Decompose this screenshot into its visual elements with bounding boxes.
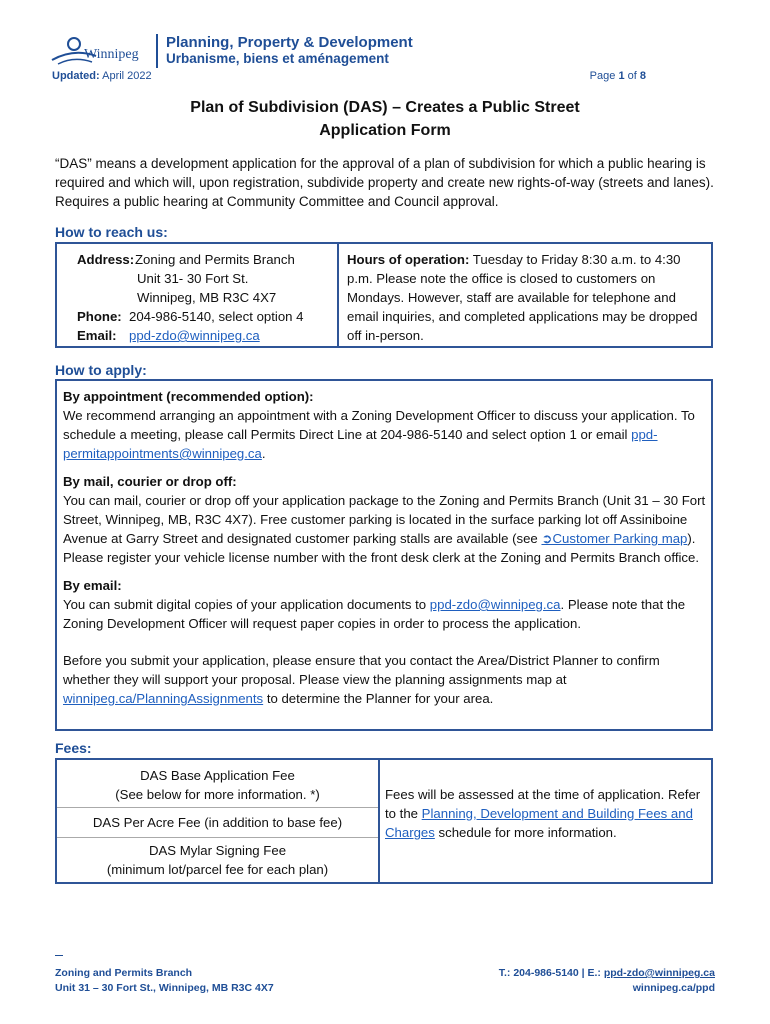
contact-details: Address:Zoning and Permits Branch Unit 31- 30 Fort St. Winnipeg, MB R3C 4X7 Phone: 204-986-5140, select option 4 Email: ppd-zdo@winnipeg.ca xyxy=(77,252,304,343)
mail-text: You can mail, courier or drop off your application package to the Zoning and Permits Branch (Unit 31 – 30 Fort Street, Winnipeg, MB, R3C 4X7). Free customer parking is located in the surface parking lot off Assiniboine Avenue at Garry Street and designated customer parking stalls are available (see ➲Customer Parking map). Please register your vehicle license number with the front desk clerk at the Zoning and Permits Branch office. xyxy=(63,493,706,565)
email-text: You can submit digital copies of your application documents to ppd-zdo@winnipeg.ca. Please note that the Zoning Development Officer will request paper copies in order to process the application. xyxy=(63,597,686,631)
footer-email-link[interactable]: ppd-zdo@winnipeg.ca xyxy=(603,967,715,979)
page-title: Plan of Subdivision (DAS) – Creates a Public Street Application Form xyxy=(190,99,580,139)
hours-of-operation: Hours of operation: Tuesday to Friday 8:30 a.m. to 4:30 p.m. Please note the office is closed to customers on Mondays. However, staff are available for telephone and email inquiries, and completed applications may be dropped off in-person. xyxy=(347,252,698,343)
apply-heading: How to apply: xyxy=(55,362,147,378)
planning-assignments-link[interactable]: winnipeg.ca/PlanningAssignments xyxy=(63,691,264,706)
department-title-en: Planning, Property & Development xyxy=(166,34,413,51)
apply-box xyxy=(55,379,713,731)
contact-box xyxy=(55,242,713,348)
submit-email-link[interactable]: ppd-zdo@winnipeg.ca xyxy=(429,597,561,612)
fee-row-per-acre: DAS Per Acre Fee (in addition to base fee) xyxy=(57,808,378,838)
fees-charges-link[interactable]: Planning, Development and Building Fees and Charges xyxy=(385,806,693,840)
footer-contact: T.: 204-986-5140 | E.: ppd-zdo@winnipeg.ca winnipeg.ca/ppd xyxy=(498,967,715,994)
fee-row-mylar: DAS Mylar Signing Fee (minimum lot/parcel fee for each plan) xyxy=(106,843,329,877)
parking-map-link[interactable]: ➲Customer Parking map xyxy=(541,531,688,546)
logo-divider xyxy=(156,34,158,68)
appointment-text: We recommend arranging an appointment with a Zoning Development Officer to discuss your application. To schedule a meeting, please call Permits Direct Line at 204-986-5140 and select option 1 or email ppd-permitappointments@winnipeg.ca. xyxy=(63,408,695,461)
fees-divider xyxy=(378,760,380,882)
page-number: Page 1 of 8 xyxy=(589,70,646,82)
reach-heading: How to reach us: xyxy=(55,224,168,240)
appointment-title: By appointment (recommended option): xyxy=(63,389,314,404)
svg-text:Winnipeg: Winnipeg xyxy=(84,47,139,62)
mail-title: By mail, courier or drop off: xyxy=(63,474,237,489)
updated-date: Updated: April 2022 xyxy=(52,70,152,82)
fees-table xyxy=(55,758,713,884)
winnipeg-logo-icon xyxy=(50,34,150,70)
fee-row-base: DAS Base Application Fee (See below for more information. *) xyxy=(57,760,378,808)
footer-address: Zoning and Permits Branch Unit 31 – 30 Fort St., Winnipeg, MB R3C 4X7 xyxy=(55,967,274,994)
appointment-email-link[interactable]: ppd-permitappointments@winnipeg.ca xyxy=(63,427,658,461)
contact-email-link[interactable]: ppd-zdo@winnipeg.ca xyxy=(129,328,260,343)
email-title: By email: xyxy=(63,578,122,593)
department-title-fr: Urbanisme, biens et aménagement xyxy=(166,51,389,66)
intro-paragraph: “DAS” means a development application for the approval of a plan of subdivision for which a public hearing is required and which will, upon registration, subdivide property and create new rights-of-way (streets and lanes). Requires a public hearing at Community Committee and Council approval. xyxy=(55,156,714,209)
before-submit-text: Before you submit your application, please ensure that you contact the Area/District Planner to confirm whether they will support your proposal. Please view the planning assignments map at winnipeg.ca/PlanningAssignments to determine the Planner for your area. xyxy=(63,653,660,706)
contact-divider xyxy=(337,244,339,346)
city-logo xyxy=(50,32,413,72)
footer-web-link[interactable]: winnipeg.ca/ppd xyxy=(632,982,715,994)
fees-note: Fees will be assessed at the time of application. Refer to the Planning, Development and Building Fees and Charges schedule for more information. xyxy=(385,787,701,840)
fees-heading: Fees: xyxy=(55,740,92,756)
footer-divider xyxy=(55,955,63,956)
